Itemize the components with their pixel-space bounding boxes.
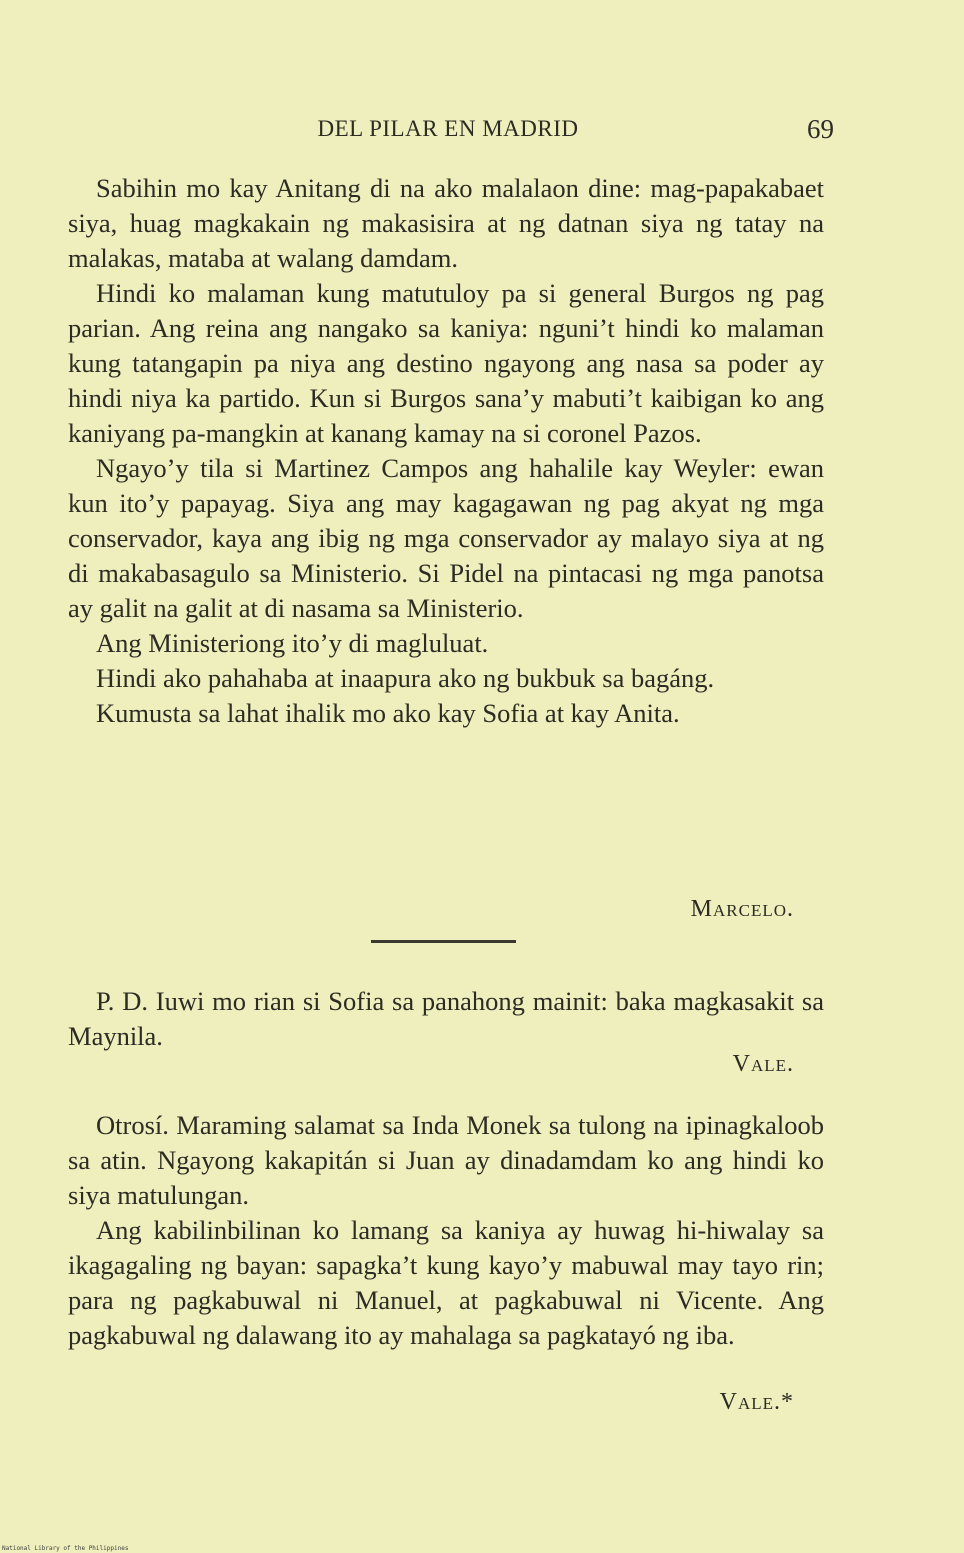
- letter-paragraph: Hindi ko malaman kung matutuloy pa si general Burgos ng pag parian. Ang reina ang nangako sa kaniya: nguni’t hindi ko malaman kung tatangapin pa niya ang destino ngayong ang nasa sa poder ay hindi niya ka partido. Kun si Burgos sana’y mabuti’t kaibigan ko ang kaniyang pa-mangkin at kanang kamay na si coronel Pazos.: [68, 278, 824, 448]
- postscript-signature: Vale.: [732, 1051, 794, 1077]
- section-divider: [371, 940, 516, 943]
- running-head: [68, 112, 834, 146]
- letter-paragraph: Ang Ministeriong ito’y di magluluat.: [96, 628, 489, 658]
- page-number: 69: [807, 114, 834, 144]
- letter-signature: Marcelo.: [690, 896, 794, 922]
- postscript: [68, 984, 824, 1054]
- letter-paragraph: Hindi ako pahahaba at inaapura ako ng bukbuk sa bagáng.: [96, 663, 715, 693]
- letter-paragraph: Kumusta sa lahat ihalik mo ako kay Sofia at kay Anita.: [96, 698, 680, 728]
- postscript-text: P. D. Iuwi mo rian si Sofia sa panahong mainit: baka magkasakit sa Maynila.: [68, 986, 824, 1051]
- second-letter-signature: Vale.*: [719, 1389, 794, 1415]
- second-letter-paragraph: Ang kabilinbilinan ko lamang sa kaniya ay huwag hi-hiwalay sa ikagagaling ng bayan: sapagka’t kung kayo’y mabuwal may tayo rin; para ng pagkabuwal ni Manuel, at pagkabuwal ni Vicente. Ang pagkabuwal ng dalawang ito ay mahalaga sa pagkatayó ng iba.: [68, 1215, 824, 1350]
- second-letter-paragraph: Otrosí. Maraming salamat sa Inda Monek sa tulong na ipinagkaloob sa atin. Ngayong kakapitán si Juan ay dinadamdam ko ang hindi ko siya matulungan.: [68, 1110, 824, 1210]
- letter-body: [68, 171, 824, 731]
- library-credit: National Library of the Philippines: [2, 1545, 129, 1552]
- letter-paragraph: Sabihin mo kay Anitang di na ako malalaon dine: mag-papakabaet siya, huag magkakain ng makasisira at ng datnan siya ng tatay na malakas, mataba at walang damdam.: [68, 173, 824, 273]
- letter-paragraph: Ngayo’y tila si Martinez Campos ang hahalile kay Weyler: ewan kun ito’y papayag. Siya ang may kagagawan ng pag akyat ng mga conservador, kaya ang ibig ng mga conservador ay malayo siya at ng di makabasagulo sa Ministerio. Si Pidel na pintacasi ng mga panotsa ay galit na galit at di nasama sa Ministerio.: [68, 453, 824, 623]
- running-title: DEL PILAR EN MADRID: [317, 116, 579, 141]
- second-letter-body: [68, 1108, 824, 1353]
